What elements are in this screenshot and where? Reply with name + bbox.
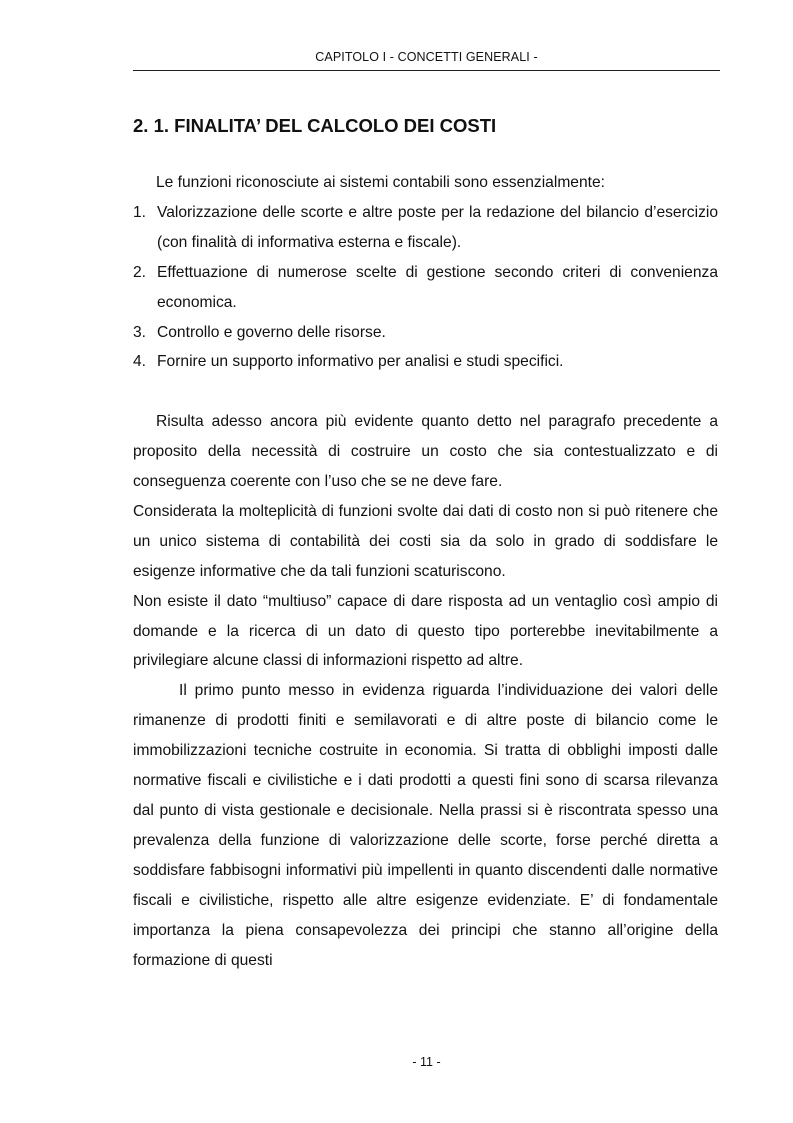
intro-paragraph: Le funzioni riconosciute ai sistemi contabili sono essenzialmente: [156,174,605,191]
list-item-text: Effettuazione di numerose scelte di gestione secondo criteri di convenienza economica. [157,263,718,311]
list-item [133,347,718,377]
header-divider [133,70,720,71]
list-item-number: 3. [133,323,147,341]
list-item [133,258,718,318]
paragraph: Risulta adesso ancora più evidente quanto detto nel paragrafo precedente a proposito della necessità di costruire un costo che sia contestualizzato e di conseguenza coerente con l’uso che se ne deve fare. [133,413,718,491]
paragraph: Non esiste il dato “multiuso” capace di dare risposta ad un ventaglio così ampio di domande e la ricerca di un dato di questo tipo porterebbe inevitabilmente a privilegiare alcune classi di informazioni rispetto ad altre. [133,592,718,670]
list-item-text: Controllo e governo delle risorse. [157,323,386,341]
paragraph: Considerata la molteplicità di funzioni svolte dai dati di costo non si può ritenere che un unico sistema di contabilità dei costi sia da solo in grado di soddisfare le esigenze informative che da tali funzioni scaturiscono. [133,502,718,580]
page-number: - 11 - [412,1055,441,1069]
paragraph-spacer [133,377,718,407]
running-header: CAPITOLO I - CONCETTI GENERALI - [315,50,538,64]
list-item-text: Valorizzazione delle scorte e altre poste per la redazione del bilancio d’esercizio (con finalità di informativa esterna e fiscale). [157,203,718,251]
list-item [133,198,718,258]
section-title: 2. 1. FINALITA’ DEL CALCOLO DEI COSTI [133,115,497,136]
list-item-number: 2. [133,263,147,281]
list-item-number: 4. [133,353,147,371]
paragraph: Il primo punto messo in evidenza riguarda l’individuazione dei valori delle rimanenze di prodotti finiti e semilavorati e di altre poste di bilancio come le immobilizzazioni tecniche costruite in economia. Si tratta di obblighi imposti dalle normative fiscali e civilistiche e i dati prodotti a questi fini sono di scarsa rilevanza dal punto di vista gestionale e decisionale. Nella prassi si è riscontrata spesso una prevalenza della funzione di valorizzazione delle scorte, forse perché diretta a soddisfare fabbisogni informativi più impellenti in quanto discendenti dalle normative fiscali e civilistiche, rispetto alle altre esigenze evidenziate. E’ di fondamentale importanza la piena consapevolezza dei principi che stanno all’origine della formazione di questi [133,682,718,969]
functions-list [133,198,718,377]
list-item [133,318,718,348]
list-item-text: Fornire un supporto informativo per analisi e studi specifici. [157,353,564,371]
body-text [133,168,718,975]
list-item-number: 1. [133,203,147,221]
